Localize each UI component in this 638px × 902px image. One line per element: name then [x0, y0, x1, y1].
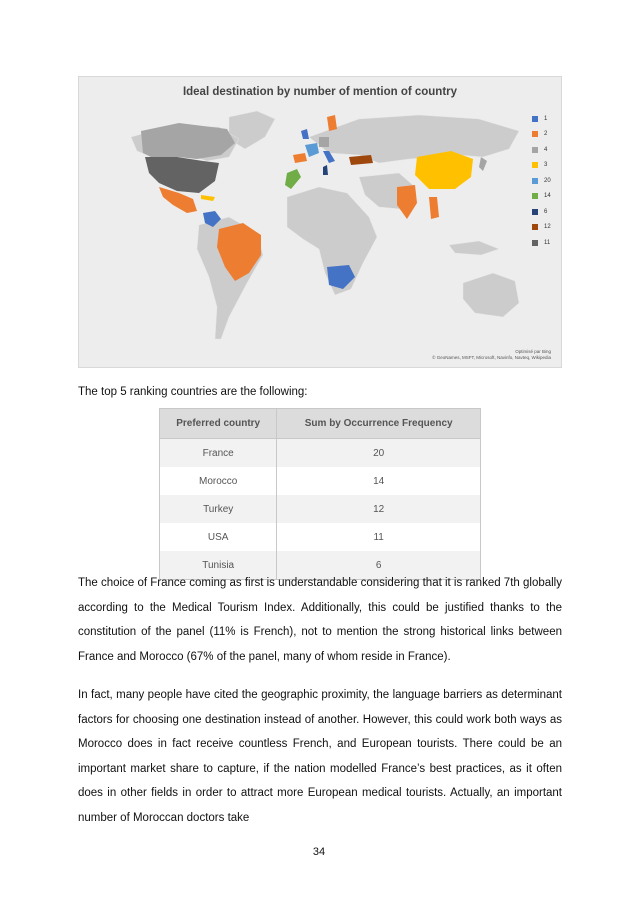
legend-swatch [532, 116, 538, 122]
country-cell: France [160, 439, 277, 468]
china-shape [415, 151, 473, 189]
legend-label: 12 [544, 224, 551, 231]
legend-entry [532, 173, 551, 189]
column-header: Preferred country [160, 409, 277, 439]
legend-entry [532, 111, 551, 127]
country-cell: Turkey [160, 495, 277, 523]
legend-label: 4 [544, 146, 548, 153]
usa-shape [145, 157, 219, 193]
legend-entry [532, 220, 551, 236]
legend-entry [532, 158, 551, 174]
legend-swatch [532, 209, 538, 215]
legend-label: 6 [544, 208, 548, 215]
legend-entry [532, 142, 551, 158]
value-cell: 14 [277, 467, 481, 495]
credit-line: Optimisé par Bing [515, 349, 551, 354]
indonesia-shape [449, 241, 499, 255]
legend-label: 2 [544, 131, 548, 138]
world-map-figure [78, 76, 562, 368]
legend-entry [532, 235, 551, 251]
table-row [160, 523, 481, 551]
body-paragraph: In fact, many people have cited the geographic proximity, the language barriers as determinant factors for choosing one destination instead of another. However, this could work both ways as Morocco does in fact receive countless French, and European tourists. There could be an important market share to capture, if the nation modelled France’s best practices, as it often does in other fields in order to attract more European medical tourists. Actually, an important number of Moroccan doctors take [78, 689, 562, 824]
value-cell: 11 [277, 523, 481, 551]
morocco-shape [285, 169, 301, 189]
australia-shape [463, 273, 519, 317]
legend-label: 11 [544, 239, 551, 246]
country-cell: USA [160, 523, 277, 551]
table-intro-text: The top 5 ranking countries are the following: [78, 386, 308, 398]
legend-swatch [532, 162, 538, 168]
legend-swatch [532, 178, 538, 184]
page-number: 34 [312, 846, 326, 858]
legend-swatch [532, 147, 538, 153]
map-credit [432, 349, 551, 361]
column-header: Sum by Occurrence Frequency [277, 409, 481, 439]
europe-asia-shape [309, 115, 519, 163]
turkey-shape [349, 155, 373, 165]
legend-swatch [532, 240, 538, 246]
country-cell: Morocco [160, 467, 277, 495]
sweden-shape [327, 115, 337, 131]
legend-entry [532, 127, 551, 143]
table-row [160, 495, 481, 523]
india-shape [397, 185, 417, 219]
value-cell: 6 [277, 551, 481, 580]
cuba-shape [201, 195, 215, 201]
legend-label: 20 [544, 177, 551, 184]
legend-label: 3 [544, 162, 548, 169]
spain-shape [293, 153, 307, 163]
table-header-row [160, 409, 481, 439]
japan-shape [479, 157, 487, 171]
credit-line: © GeoNames, MSFT, Microsoft, Navinfo, Navteq, Wikipedia [432, 355, 551, 360]
table-row [160, 439, 481, 468]
country-cell: Tunisia [160, 551, 277, 580]
value-cell: 12 [277, 495, 481, 523]
map-title: Ideal destination by number of mention of country [182, 86, 458, 98]
value-cell: 20 [277, 439, 481, 468]
legend-entry [532, 204, 551, 220]
uk-shape [301, 129, 309, 139]
legend-label: 14 [544, 193, 551, 200]
map-legend [532, 111, 551, 251]
tunisia-shape [323, 165, 328, 175]
legend-entry [532, 189, 551, 205]
ranking-table [159, 408, 481, 580]
legend-swatch [532, 193, 538, 199]
legend-swatch [532, 224, 538, 230]
thailand-shape [429, 197, 439, 219]
table-row [160, 467, 481, 495]
france-shape [305, 143, 319, 157]
germany-shape [319, 137, 329, 147]
body-paragraph: The choice of France coming as first is understandable considering that it is ranked 7th globally according to the Medical Tourism Index. Additionally, this could be justified thanks to the constitution of the panel (11% is French), not to mention the strong historical links between France and Morocco (67% of the panel, many of whom reside in France). [78, 577, 562, 663]
world-map [79, 77, 563, 369]
legend-label: 1 [544, 115, 548, 122]
legend-swatch [532, 131, 538, 137]
